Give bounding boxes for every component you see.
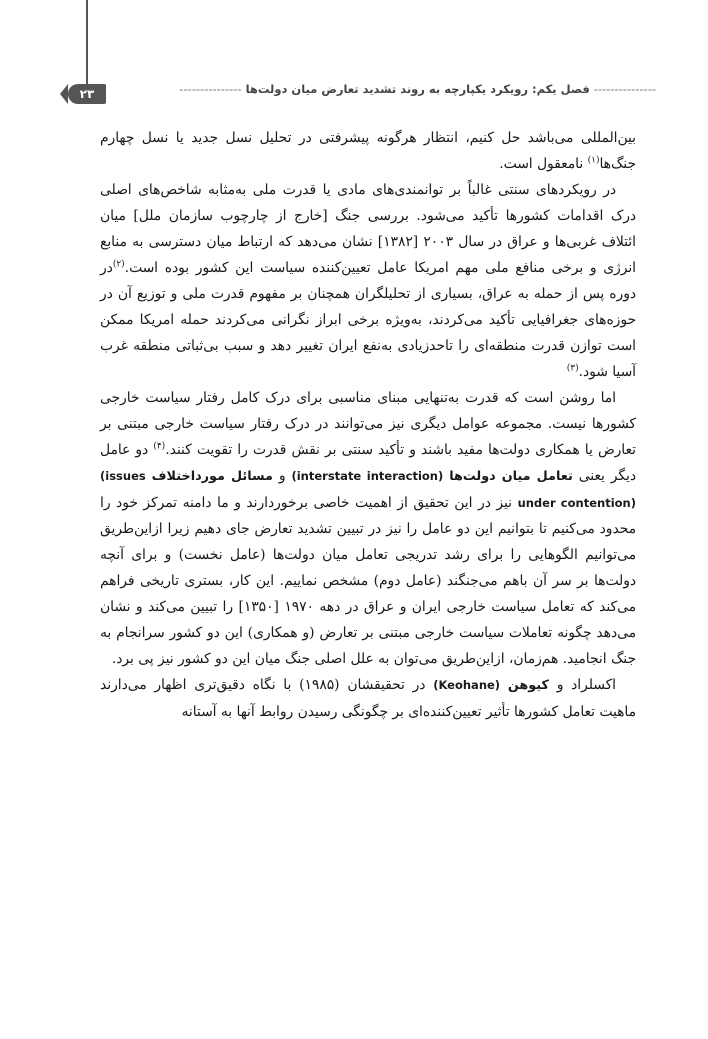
paragraph-4 [100, 672, 636, 725]
footnote-ref-4: (۴) [153, 441, 166, 452]
p3-text-b: دو عامل دیگر یعنی [100, 442, 637, 484]
p4-text-b: در تحقیقشان (۱۹۸۵) با نگاه دقیق‌تری اظهار می‌دارند ماهیت تعامل کشورها تأثیر تعیین‌کننده‌ای بر چگونگی رسیدن روابط آنها به آستانه [100, 677, 636, 720]
paragraph-1 [100, 125, 636, 177]
term-issues-under-contention-en: (issues under contention) [100, 469, 636, 510]
footnote-ref-2: (۲) [112, 259, 125, 270]
term-keohane-en: (Keohane) [433, 678, 501, 692]
p4-text-a: اکسلراد و [548, 677, 617, 693]
term-interstate-interaction: تعامل میان دولت‌ها [449, 469, 573, 484]
p2-text-a: در رویکردهای سنتی غالباً بر توانمندی‌های مادی یا قدرت ملی به‌مثابه شاخص‌های اصلی درک اقدامات کشورها تأکید می‌شود. بررسی جنگ [خارج از چارچوب سازمان ملل] میان ائتلاف غربی‌ها و عراق در سال ۲۰۰۳ [۱۳۸۲] نشان می‌دهد که ارتباط میان دسترسی به منابع انرژی و برخی منافع ملی مهم امریکا عامل تعیین‌کننده سیاست این کشور بوده است. [100, 182, 636, 276]
p3-text-d: نیز در این تحقیق از اهمیت خاصی برخوردارند و ما دامنه تمرکز خود را محدود می‌کنیم تا بتوانیم این دو عامل را نیز در تبیین تشدید تعارض جای دهیم زیرا ازاین‌طریق می‌توانیم الگوهایی را برای رشد تدریجی تعامل میان دولت‌ها (عامل نخست) و برای آنچه دولت‌ها بر سر آن باهم می‌جنگند (عامل دوم) مشخص نماییم. این کار، بستری تاریخی فراهم می‌کند که تعامل سیاست خارجی ایران و عراق در دهه ۱۹۷۰ [۱۳۵۰] را تبیین می‌کند و نشان می‌دهد چگونه تعاملات سیاست خارجی مبتنی بر تعارض (و همکاری) این دو کشور سرانجام به جنگ انجامید. هم‌زمان، ازاین‌طریق می‌توان به علل اصلی جنگ میان این دو کشور نیز پی برد. [100, 495, 636, 667]
p3-text-c: و [272, 468, 292, 484]
margin-rule [86, 0, 88, 86]
header-dashes-right: --------------- [179, 82, 242, 96]
paragraph-3 [100, 385, 636, 672]
running-header [52, 78, 656, 108]
term-keohane: کیوهن [507, 678, 549, 693]
chapter-title-text: فصل یکم: رویکرد یکپارچه به روند تشدید تعارض میان دولت‌ها [245, 82, 590, 96]
paragraph-2 [100, 177, 636, 385]
p1-text-end: نامعقول است. [499, 156, 588, 172]
header-dashes-left: --------------- [593, 82, 656, 96]
footnote-ref-1: (۱) [587, 155, 600, 166]
p1-text: بین‌المللی می‌باشد حل کنیم، انتظار هرگونه پیشرفتی در تحلیل نسل جدید یا نسل چهارم جنگ‌ها [100, 130, 636, 172]
p3-text-a: اما روشن است که قدرت به‌تنهایی مبنای مناسبی برای درک کامل رفتار سیاست خارجی کشورها نیست. مجموعه عوامل دیگری نیز می‌توانند در درک رفتار سیاست خارجی مبتنی بر تعارض یا همکاری دولت‌ها مفید باشند و تأکید سنتی بر نقش قدرت را تقویت کنند. [100, 390, 636, 458]
page-number-badge: ۲۳ [68, 84, 106, 104]
body-text [100, 125, 636, 725]
footnote-ref-3: (۳) [566, 363, 579, 374]
p2-text-b: در دوره پس از حمله به عراق، بسیاری از تحلیلگران همچنان بر مفهوم قدرت ملی و توزیع آن در حوزه‌های جغرافیایی تأکید می‌کردند، به‌ویژه برخی ابراز نگرانی می‌کردند حمله امریکا ممکن است توازن قدرت منطقه‌ای را تاحدزیادی به‌نفع ایران تغییر دهد و سبب بی‌ثباتی منطقه غرب آسیا شود. [100, 260, 636, 380]
term-interstate-interaction-en: (interstate interaction) [291, 469, 444, 483]
chapter-title [96, 82, 656, 96]
term-issues-under-contention: مسائل مورداختلاف [151, 469, 273, 484]
